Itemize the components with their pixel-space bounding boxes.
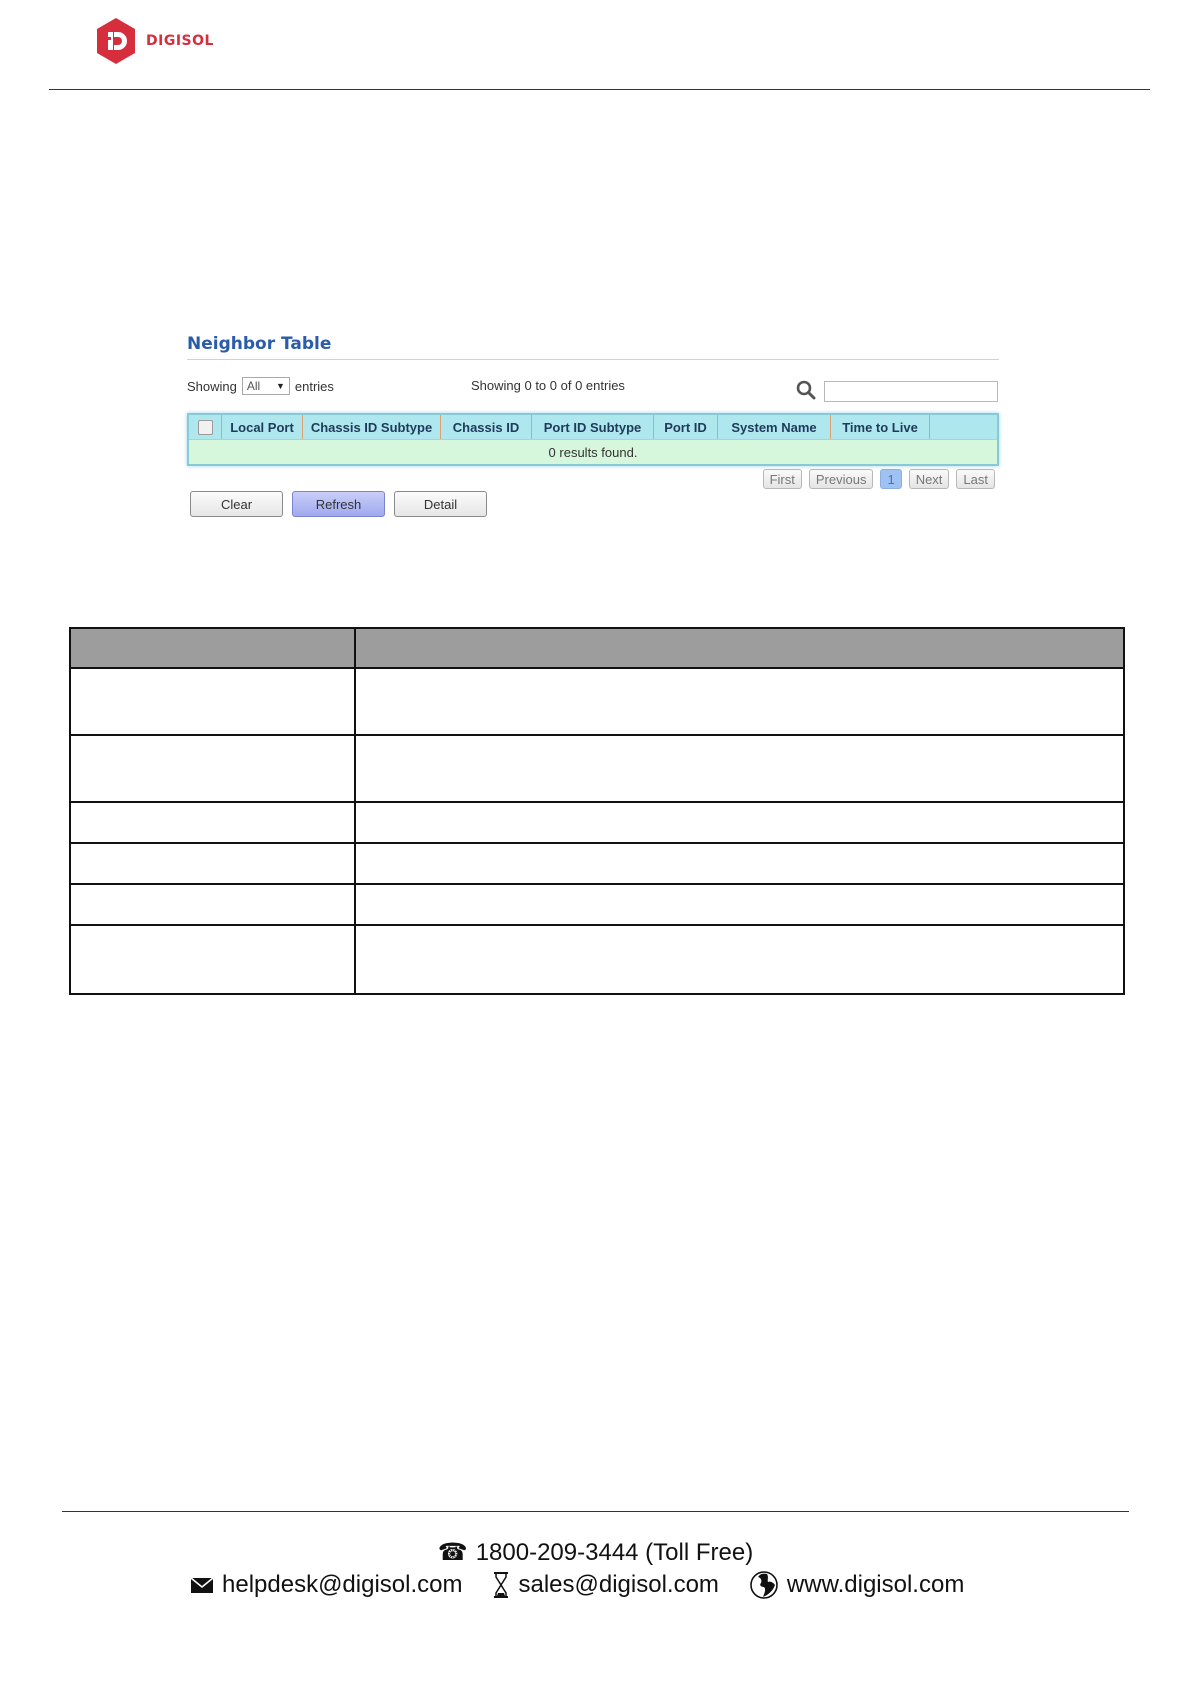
previous-page-button[interactable]: Previous [809,469,874,489]
helpdesk-contact [190,1571,462,1599]
select-all-checkbox[interactable] [198,420,213,435]
footer-phone-line [0,1538,1191,1567]
column-header-spacer [930,415,997,439]
header-cell [70,628,355,668]
brand-logo [94,15,220,67]
column-header[interactable]: Chassis ID Subtype [303,415,441,439]
title-divider [187,359,999,360]
footer-divider [62,1511,1129,1512]
globe-icon [749,1570,779,1600]
detail-button[interactable]: Detail [394,491,487,517]
search-icon[interactable] [796,380,816,400]
table-row [70,843,1124,884]
footer-contact-line [190,1570,964,1600]
table-row [70,735,1124,802]
column-header[interactable]: System Name [718,415,831,439]
table-row [70,668,1124,735]
select-all-cell [189,415,222,439]
header-cell [355,628,1124,668]
website-url[interactable]: www.digisol.com [786,1571,965,1598]
dropdown-arrow-icon: ▼ [275,381,285,391]
neighbor-table [187,413,999,466]
last-page-button[interactable]: Last [956,469,995,489]
pagination [763,469,995,489]
table-row [70,802,1124,843]
phone-icon: ☎ [437,1539,468,1566]
entries-control [187,377,334,395]
hourglass-icon [492,1571,510,1599]
mail-icon [190,1575,214,1595]
search-input[interactable] [824,381,998,402]
entries-select[interactable] [242,377,290,395]
header-divider [49,89,1150,90]
column-header[interactable]: Chassis ID [441,415,532,439]
digisol-logo-icon [94,16,138,66]
entries-label: entries [294,378,334,394]
table-row [70,925,1124,994]
entries-select-value: All [246,379,261,393]
page-title: Neighbor Table [187,334,332,354]
next-page-button[interactable]: Next [909,469,950,489]
description-table [69,627,1125,995]
sales-email[interactable]: sales@digisol.com [518,1571,719,1598]
showing-label: Showing [187,378,237,394]
refresh-button[interactable]: Refresh [292,491,385,517]
description-table-header [70,628,1124,668]
empty-results-row: 0 results found. [189,439,997,464]
column-header[interactable]: Port ID [654,415,718,439]
column-header[interactable]: Time to Live [831,415,930,439]
table-header-row [189,415,997,439]
table-row [70,884,1124,925]
neighbor-table-panel [187,330,999,520]
current-page-button[interactable]: 1 [880,469,901,489]
sales-contact [492,1571,718,1599]
phone-number: 1800-209-3444 (Toll Free) [475,1539,754,1566]
first-page-button[interactable]: First [763,469,802,489]
column-header[interactable]: Local Port [222,415,303,439]
action-buttons [190,491,487,517]
clear-button[interactable]: Clear [190,491,283,517]
website-contact [749,1570,964,1600]
showing-summary: Showing 0 to 0 of 0 entries [471,378,625,393]
logo-text: DIGISOL [146,33,214,49]
column-header[interactable]: Port ID Subtype [532,415,654,439]
helpdesk-email[interactable]: helpdesk@digisol.com [222,1571,463,1598]
